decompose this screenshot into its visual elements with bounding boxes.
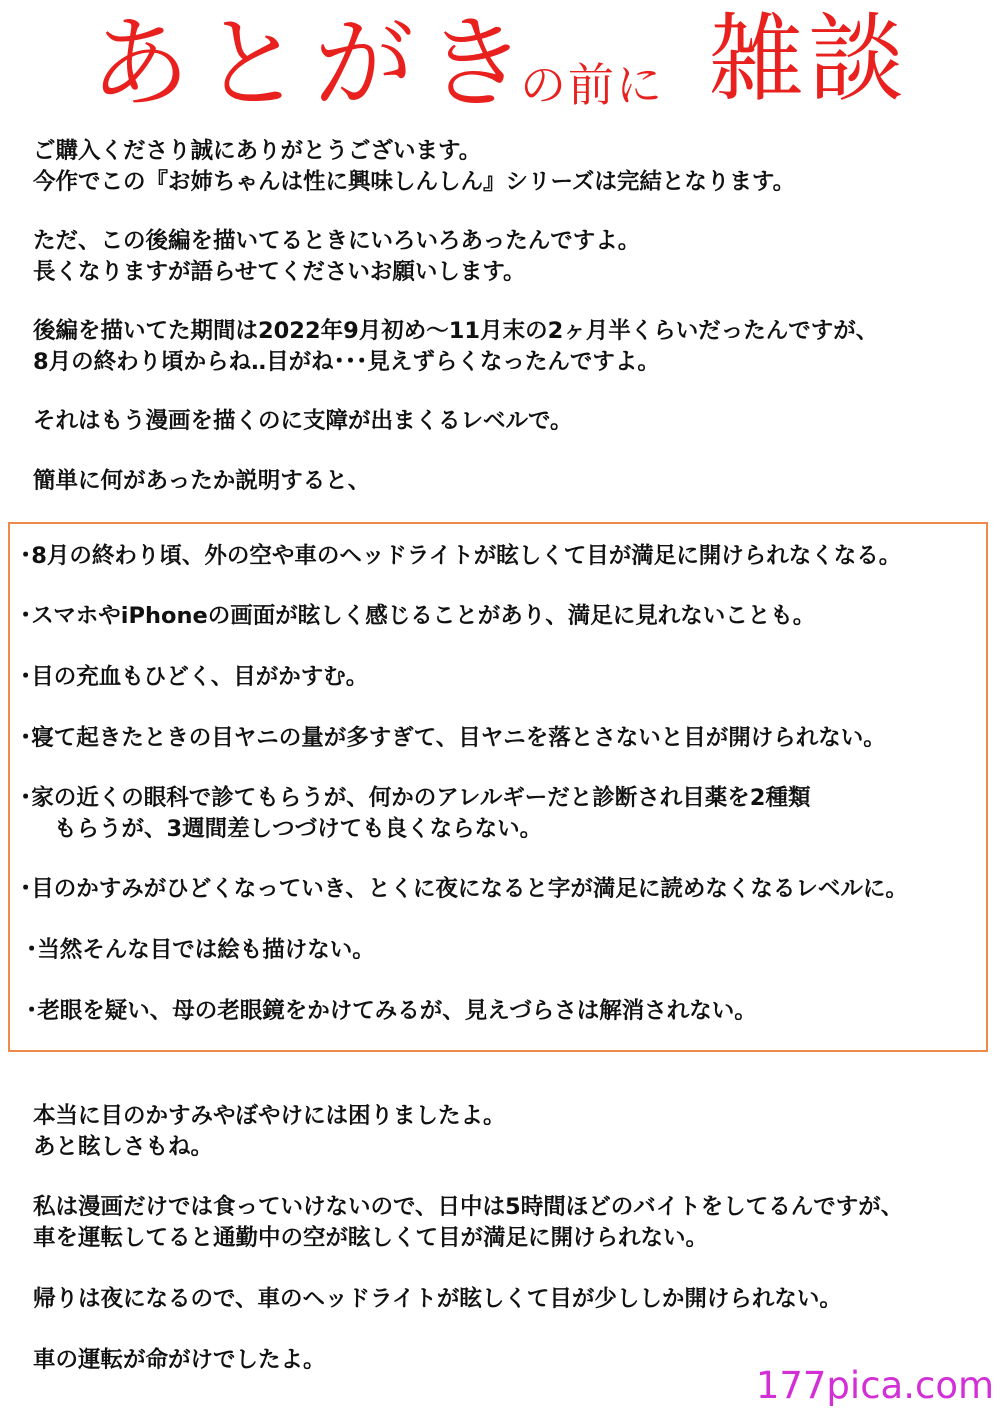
text-line: 本当に目のかすみやぼやけには困りましたよ。 <box>33 1103 506 1129</box>
text-line: ただ、この後編を描いてるときにいろいろあったんですよ。 <box>33 228 641 254</box>
text-line: ･老眼を疑い、母の老眼鏡をかけてみるが、見えづらさは解消されない。 <box>26 998 757 1024</box>
text-line: あと眩しさもね。 <box>33 1133 214 1160</box>
list-item <box>20 541 901 572</box>
symptom-box <box>8 522 988 1052</box>
paragraph-5 <box>33 466 370 497</box>
text-line: 後編を描いてた期間は2022年9月初め～11月末の2ヶ月半くらいだったんですが、 <box>33 318 879 344</box>
text-line: 私は漫画だけでは食っていけないので、日中は5時間ほどのバイトをしてるんですが、 <box>33 1194 904 1220</box>
text-line: ･目のかすみがひどくなっていき、とくに夜になると字が満足に読めなくなるレベルに。 <box>20 876 908 902</box>
text-line: それはもう漫画を描くのに支障が出まくるレベルで。 <box>33 408 573 434</box>
text-line: 簡単に何があったか説明すると、 <box>33 468 371 494</box>
text-line: ･目の充血もひどく、目がかすむ。 <box>20 664 369 690</box>
title-middle: の前に <box>520 58 664 112</box>
text-line: 帰りは夜になるので、車のヘッドライトが眩しくて目が少ししか開けられない。 <box>33 1286 842 1312</box>
list-item <box>20 783 810 844</box>
text-line: 8月の終わり頃からね‥目がね･･･見えずらくなったんですよ。 <box>33 348 660 375</box>
text-line: もらうが、3週間差しつづけても良くならない。 <box>54 815 543 842</box>
watermark: 177pica.com <box>755 1364 994 1407</box>
title-end: 雑談 <box>708 3 908 115</box>
text-line: ･家の近くの眼科で診てもらうが、何かのアレルギーだと診断され目薬を2種類 <box>20 785 811 811</box>
text-line: ･スマホやiPhoneの画面が眩しく感じることがあり、満足に見れないことも。 <box>20 603 816 629</box>
text-line: ･8月の終わり頃、外の空や車のヘッドライトが眩しくて目が満足に開けられなくなる。 <box>20 543 902 569</box>
list-item <box>20 601 815 632</box>
intro-paragraph <box>33 136 795 197</box>
paragraph-2 <box>33 226 640 287</box>
page-title <box>80 0 940 125</box>
text-line: 今作でこの『お姉ちゃんは性に興味しんしん』シリーズは完結となります。 <box>33 168 796 195</box>
outro-paragraph-1 <box>33 1101 506 1162</box>
list-item <box>20 662 368 693</box>
text-line: ･寝て起きたときの目ヤニの量が多すぎて、目ヤニを落とさないと目が開けられない。 <box>20 725 886 751</box>
outro-paragraph-3 <box>33 1284 842 1315</box>
outro-paragraph-4 <box>33 1345 326 1376</box>
text-line: ･当然そんな目では絵も描けない。 <box>26 937 375 963</box>
title-main: あとがき <box>90 5 538 122</box>
list-item <box>20 874 908 905</box>
list-item <box>26 996 757 1027</box>
list-item <box>20 723 886 754</box>
text-line: ご購入くださり誠にありがとうございます。 <box>33 138 482 164</box>
text-line: 車を運転してると通勤中の空が眩しくて目が満足に開けられない。 <box>33 1224 709 1251</box>
paragraph-4 <box>33 406 573 437</box>
paragraph-3 <box>33 316 878 377</box>
list-item <box>26 935 375 966</box>
outro-paragraph-2 <box>33 1192 903 1253</box>
text-line: 車の運転が命がけでしたよ。 <box>33 1347 326 1373</box>
text-line: 長くなりますが語らせてくださいお願いします。 <box>33 258 526 285</box>
